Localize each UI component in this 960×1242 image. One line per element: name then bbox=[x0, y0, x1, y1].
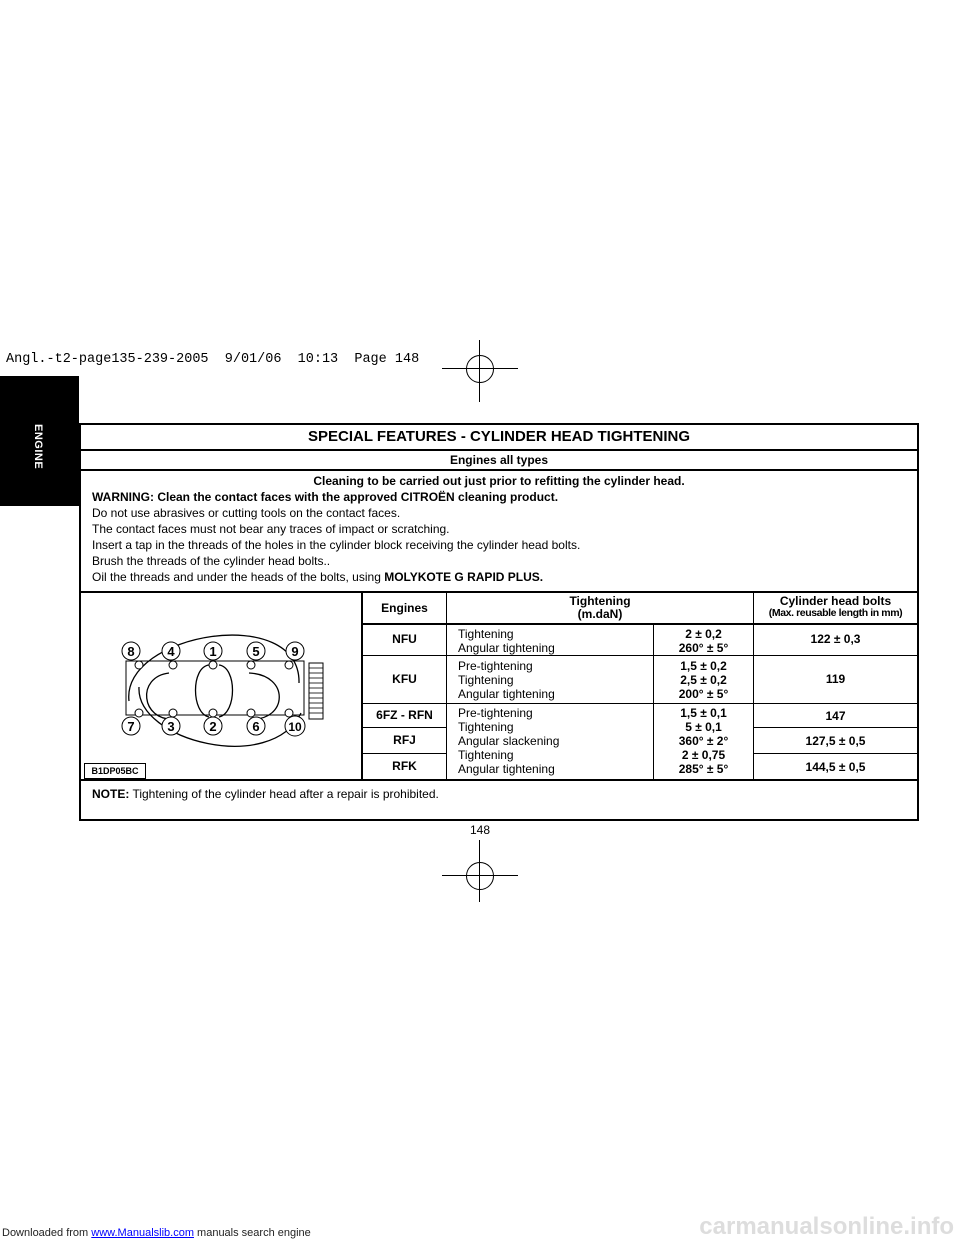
intro-line-7-text: Oil the threads and under the heads of the bolts, using bbox=[92, 570, 385, 584]
bolt-number: 2 bbox=[209, 719, 217, 734]
val-kfu-1: 1,5 ± 0,2 bbox=[680, 659, 727, 673]
note bbox=[92, 787, 439, 801]
bolt-number: 10 bbox=[288, 720, 302, 734]
page-number: 148 bbox=[469, 823, 491, 837]
op-kfu-2: Tightening bbox=[458, 673, 514, 687]
page-subtitle: Engines all types bbox=[81, 451, 917, 471]
len-rfj: 127,5 ± 0,5 bbox=[805, 734, 866, 748]
val-kfu-2: 2,5 ± 0,2 bbox=[680, 673, 727, 687]
footer-suffix: manuals search engine bbox=[193, 1227, 311, 1239]
bolt-number: 7 bbox=[127, 719, 135, 734]
tightening-table bbox=[363, 593, 917, 779]
print-info: Angl.-t2-page135-239-2005 9/01/06 10:13 Page 148 bbox=[6, 352, 420, 367]
note-label: NOTE: bbox=[92, 787, 130, 801]
intro-line-4: The contact faces must not bear any traces of impact or scratching. bbox=[92, 522, 450, 536]
header-bolts-sub: (Max. reusable length in mm) bbox=[768, 607, 903, 619]
header-bolts: Cylinder head bolts bbox=[779, 594, 892, 608]
len-kfu: 119 bbox=[825, 672, 846, 686]
bolt-number: 4 bbox=[167, 644, 175, 659]
op-group-3: Angular slackening bbox=[458, 734, 560, 748]
bolt-number: 3 bbox=[167, 719, 175, 734]
op-nfu-2: Angular tightening bbox=[458, 641, 555, 655]
engine-6fz-rfn: 6FZ - RFN bbox=[376, 708, 433, 722]
len-nfu: 122 ± 0,3 bbox=[810, 632, 861, 646]
watermark: carmanualsonline.info bbox=[699, 1213, 954, 1240]
op-group-4: Tightening bbox=[458, 748, 514, 762]
bolt-number: 8 bbox=[127, 644, 135, 659]
bolt-number: 1 bbox=[209, 644, 217, 659]
bolt-number: 9 bbox=[291, 644, 299, 659]
op-kfu-1: Pre-tightening bbox=[458, 659, 533, 673]
len-rfk: 144,5 ± 0,5 bbox=[805, 760, 866, 774]
op-kfu-3: Angular tightening bbox=[458, 687, 555, 701]
val-group-3: 360° ± 2° bbox=[678, 734, 729, 748]
val-group-4: 2 ± 0,75 bbox=[681, 748, 726, 762]
intro-line-7 bbox=[92, 570, 543, 584]
intro-line-5: Insert a tap in the threads of the holes in the cylinder block receiving the cylinder head bolts. bbox=[92, 538, 581, 552]
intro-warning: WARNING: Clean the contact faces with the approved CITROËN cleaning product. bbox=[92, 490, 559, 504]
manualslib-link[interactable]: www.Manualslib.com bbox=[91, 1227, 194, 1239]
page-title: SPECIAL FEATURES - CYLINDER HEAD TIGHTENING bbox=[81, 425, 917, 451]
op-group-2: Tightening bbox=[458, 720, 514, 734]
bolt-number: 6 bbox=[252, 719, 260, 734]
val-group-5: 285° ± 5° bbox=[678, 762, 729, 776]
footer-prefix: Downloaded from bbox=[2, 1227, 92, 1239]
product-name: MOLYKOTE G RAPID PLUS. bbox=[384, 570, 544, 584]
side-tab bbox=[0, 376, 79, 506]
cylinder-head-drawing bbox=[81, 593, 361, 779]
engine-rfk: RFK bbox=[392, 759, 417, 773]
figure-reference: B1DP05BC bbox=[84, 763, 146, 779]
intro-block bbox=[81, 471, 917, 593]
header-engines: Engines bbox=[381, 601, 428, 615]
val-group-1: 1,5 ± 0,1 bbox=[680, 706, 727, 720]
intro-line-1: Cleaning to be carried out just prior to refitting the cylinder head. bbox=[313, 474, 685, 488]
intro-line-6: Brush the threads of the cylinder head bolts.. bbox=[92, 554, 331, 568]
note-text: Tightening of the cylinder head after a repair is prohibited. bbox=[129, 787, 439, 801]
content-frame bbox=[79, 423, 919, 821]
crop-mark-bottom bbox=[442, 840, 518, 902]
bolt-number: 5 bbox=[252, 644, 260, 659]
header-tightening-unit: (m.daN) bbox=[577, 607, 623, 621]
op-group-5: Angular tightening bbox=[458, 762, 555, 776]
engine-rfj: RFJ bbox=[393, 733, 416, 747]
val-group-2: 5 ± 0,1 bbox=[685, 720, 722, 734]
val-nfu-2: 260° ± 5° bbox=[678, 641, 729, 655]
header-tightening: Tightening bbox=[569, 594, 631, 608]
intro-line-3: Do not use abrasives or cutting tools on the contact faces. bbox=[92, 506, 401, 520]
len-6fz-rfn: 147 bbox=[825, 709, 846, 723]
download-footer bbox=[2, 1227, 311, 1239]
bolt-sequence-diagram bbox=[81, 593, 363, 779]
side-tab-label: ENGINE bbox=[32, 424, 44, 470]
crop-mark-top bbox=[442, 340, 518, 402]
op-nfu-1: Tightening bbox=[458, 627, 514, 641]
val-nfu-1: 2 ± 0,2 bbox=[685, 627, 722, 641]
engine-nfu: NFU bbox=[392, 632, 417, 646]
engine-kfu: KFU bbox=[392, 672, 417, 686]
op-group-1: Pre-tightening bbox=[458, 706, 533, 720]
val-kfu-3: 200° ± 5° bbox=[678, 687, 729, 701]
